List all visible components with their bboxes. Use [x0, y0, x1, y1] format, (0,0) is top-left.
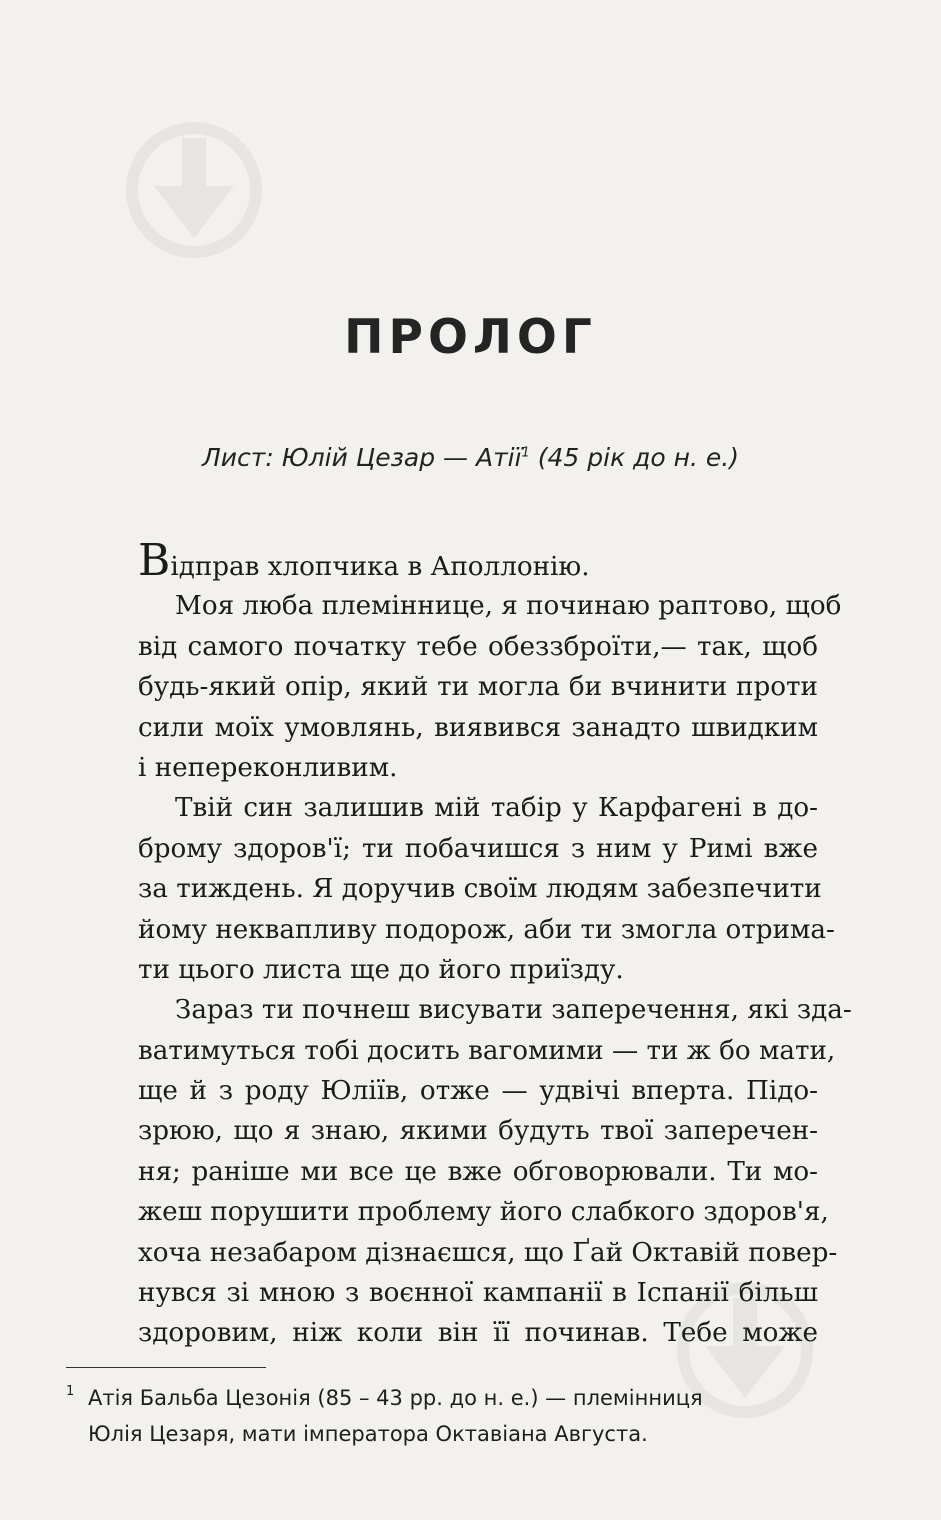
chapter-subtitle	[0, 443, 941, 472]
body-line: від самого початку тебе обеззброїти,— так, щоб	[138, 631, 818, 662]
body-line: жеш порушити проблему його слабкого здоров'я,	[138, 1197, 829, 1228]
body-line: здоровим, ніж коли він її починав. Тебе може	[138, 1318, 818, 1349]
body-line: Моя люба племіннице, я починаю раптово, щоб	[175, 591, 842, 622]
body-line: сили моїх умовлянь, виявився занадто швидким	[138, 712, 818, 743]
drop-cap: В	[138, 535, 171, 586]
body-line: нувся зі мною з воєнної кампанії в Іспанії більш	[138, 1278, 818, 1309]
body-line: за тиждень. Я доручив своїм людям забезпечити	[138, 874, 822, 905]
body-line: будь-який опір, який ти могла би вчинити проти	[138, 672, 818, 703]
body-text	[138, 535, 852, 1354]
download-watermark-icon	[124, 120, 264, 260]
body-line: ня; раніше ми все це вже обговорювали. Ти мо-	[138, 1156, 818, 1187]
body-line: зрюю, що я знаю, якими будуть твої заперечен-	[138, 1116, 818, 1147]
footnote-text-1: Атія Бальба Цезонія (85 – 43 рр. до н. е.) — племінниця	[88, 1386, 703, 1410]
body-line: брому здоров'ї; ти побачишся з ним у Римі вже	[138, 833, 818, 864]
footnote-line-2: Юлія Цезаря, мати імператора Октавіана Августа.	[88, 1422, 648, 1446]
subtitle-tail: (45 рік до н. е.)	[529, 443, 739, 472]
body-line: ще й з роду Юліїв, отже — удвічі вперта. Підо-	[138, 1076, 818, 1107]
footnote	[66, 1380, 826, 1452]
subtitle-main: Лист: Юлій Цезар — Атії	[201, 443, 522, 472]
body-line: ти цього листа ще до його приїзду.	[138, 954, 624, 985]
body-line: і непереконливим.	[138, 752, 398, 783]
body-line: Твій син залишив мій табір у Карфагені в до-	[175, 793, 818, 824]
footnote-divider	[66, 1367, 266, 1368]
subtitle-footnote-mark: 1	[521, 445, 530, 461]
footnote-line-1	[66, 1380, 826, 1416]
body-line: хоча незабаром дізнаєшся, що Ґай Октавій повер-	[138, 1237, 838, 1268]
body-line	[138, 535, 818, 586]
chapter-title: ПРОЛОГ	[344, 310, 597, 365]
body-line-text: ідправ хлопчика в Аполлонію.	[170, 552, 590, 582]
body-line: Зараз ти почнеш висувати заперечення, які зда-	[175, 995, 852, 1026]
body-line: йому неквапливу подорож, аби ти змогла отрима-	[138, 914, 835, 945]
body-line: ватимуться тобі досить вагомими — ти ж бо мати,	[138, 1035, 836, 1066]
footnote-mark: 1	[66, 1384, 75, 1399]
